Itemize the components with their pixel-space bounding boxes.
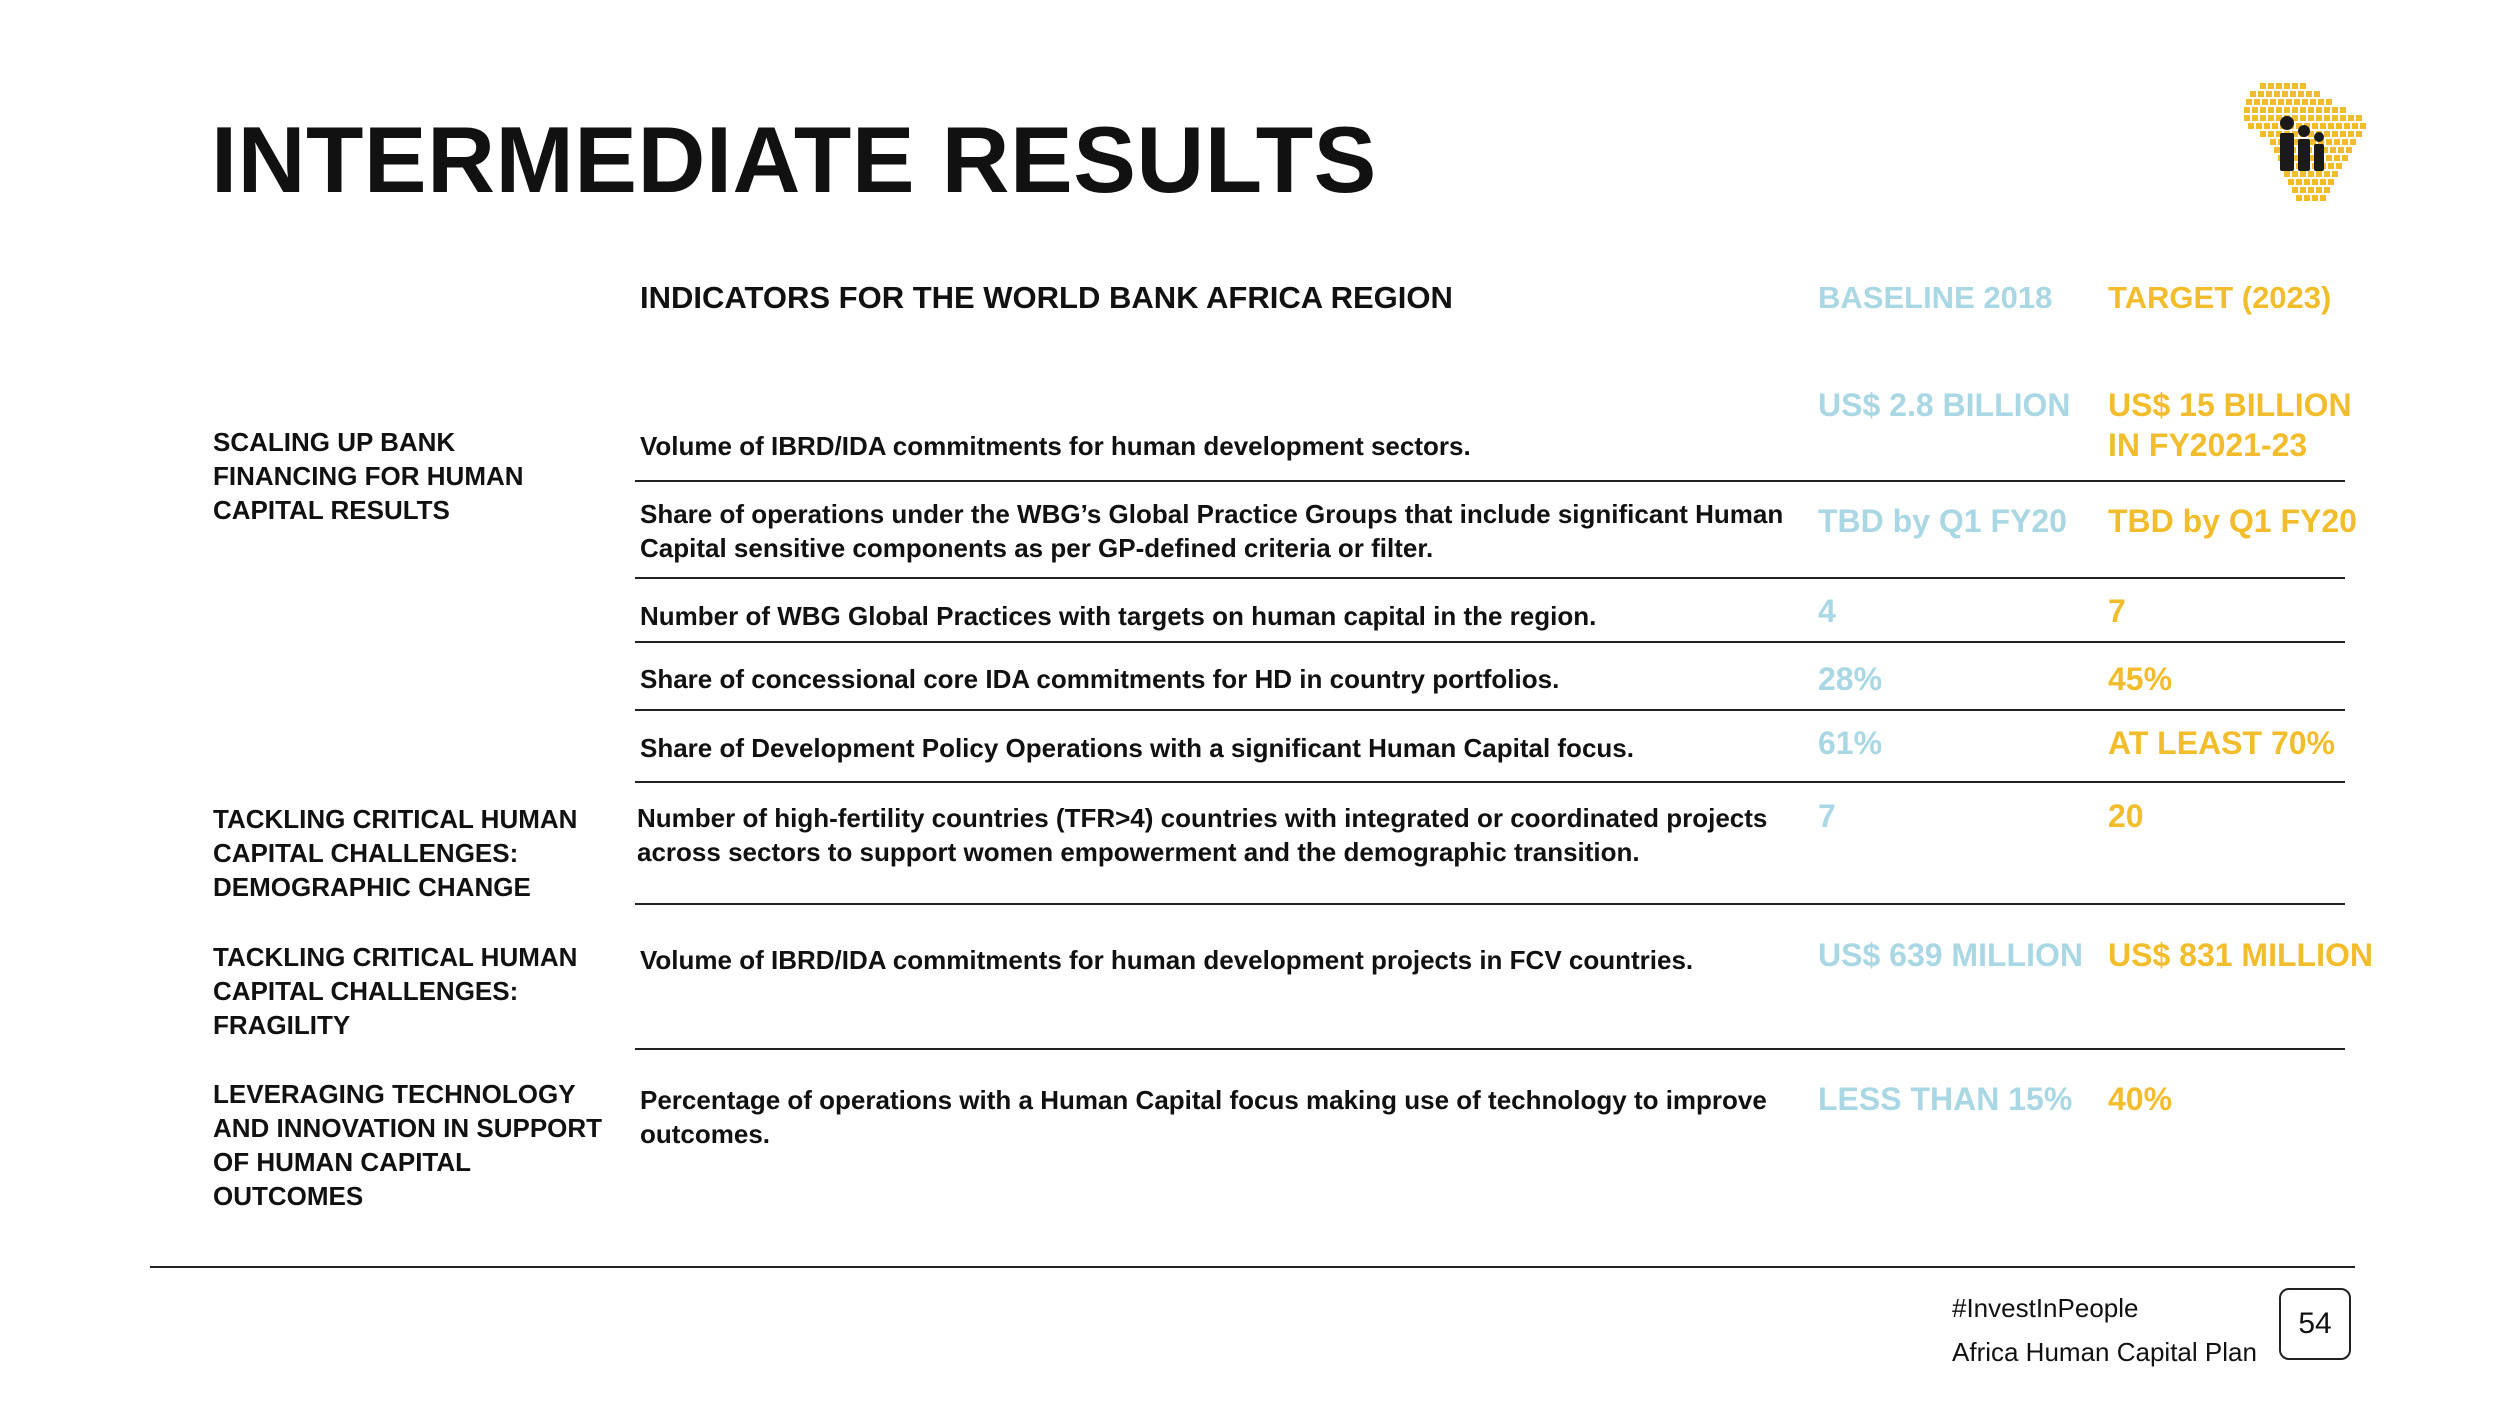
logo-dot	[2336, 123, 2342, 129]
logo-dot	[2282, 91, 2288, 97]
indicators-header: INDICATORS FOR THE WORLD BANK AFRICA REGION	[640, 280, 1453, 315]
logo-dot	[2260, 107, 2266, 113]
logo-dot	[2320, 179, 2326, 185]
logo-dot	[2352, 123, 2358, 129]
logo-dot	[2252, 115, 2258, 121]
logo-dot	[2284, 107, 2290, 113]
logo-dot	[2326, 139, 2332, 145]
target-value: 45%	[2108, 661, 2173, 697]
logo-dot	[2258, 91, 2264, 97]
logo-dot	[2332, 131, 2338, 137]
target-value: 20	[2108, 798, 2144, 834]
logo-dot	[2292, 83, 2298, 89]
logo-dot	[2292, 187, 2298, 193]
logo-dot	[2294, 99, 2300, 105]
logo-dot	[2346, 147, 2352, 153]
logo-dot	[2246, 99, 2252, 105]
logo-dot	[2256, 123, 2262, 129]
baseline-value: TBD by Q1 FY20	[1818, 503, 2067, 539]
logo-dot	[2312, 179, 2318, 185]
logo-dot	[2342, 155, 2348, 161]
logo-dot	[2324, 171, 2330, 177]
logo-dot	[2244, 115, 2250, 121]
indicator-text: Share of operations under the WBG’s Global Practice Groups that include significant Human Capital sensitive components as per GP-defined criteria or filter.	[640, 499, 1784, 563]
target-value: TBD by Q1 FY20	[2108, 503, 2357, 539]
logo-dot	[2300, 115, 2306, 121]
indicator-text: Number of high-fertility countries (TFR>4) countries with integrated or coordinated projects across sectors to support women empowerment and the demographic transition.	[637, 803, 1768, 867]
logo-dot	[2326, 99, 2332, 105]
logo-dot	[2268, 107, 2274, 113]
logo-dot	[2332, 115, 2338, 121]
row-divider	[635, 903, 2345, 905]
logo-dot	[2334, 155, 2340, 161]
indicator-text: Volume of IBRD/IDA commitments for human development projects in FCV countries.	[640, 945, 1694, 975]
logo-dot	[2300, 107, 2306, 113]
logo-dot	[2356, 131, 2362, 137]
footer-plan-name: Africa Human Capital Plan	[1952, 1337, 2257, 1367]
logo-dot	[2288, 179, 2294, 185]
logo-dot	[2356, 115, 2362, 121]
target-value: US$ 831 MILLION	[2108, 937, 2373, 973]
logo-dot	[2316, 107, 2322, 113]
logo-dot	[2304, 179, 2310, 185]
logo-dot	[2302, 99, 2308, 105]
logo-dot	[2306, 91, 2312, 97]
logo-dot	[2344, 123, 2350, 129]
baseline-value: US$ 639 MILLION	[1818, 937, 2083, 973]
baseline-value: 61%	[1818, 725, 1883, 761]
baseline-value: 28%	[1818, 661, 1883, 697]
category-demographic-change: TACKLING CRITICAL HUMAN CAPITAL CHALLENGES: DEMOGRAPHIC CHANGE	[213, 804, 578, 902]
logo-dot	[2328, 179, 2334, 185]
row-divider	[635, 709, 2345, 711]
logo-dot	[2264, 123, 2270, 129]
logo-dot	[2350, 139, 2356, 145]
logo-dot	[2268, 131, 2274, 137]
logo-dot	[2272, 123, 2278, 129]
logo-dot	[2324, 107, 2330, 113]
logo-dot	[2316, 171, 2322, 177]
logo-dot	[2326, 155, 2332, 161]
logo-dot	[2284, 171, 2290, 177]
logo-dot	[2316, 115, 2322, 121]
logo-dot	[2330, 147, 2336, 153]
row-divider	[635, 480, 2345, 482]
logo-dot	[2338, 147, 2344, 153]
logo-dot	[2320, 123, 2326, 129]
logo-dot	[2340, 107, 2346, 113]
logo-dot	[2268, 115, 2274, 121]
logo-dot	[2260, 115, 2266, 121]
baseline-value: 7	[1818, 798, 1836, 834]
indicator-text: Share of Development Policy Operations with a significant Human Capital focus.	[640, 733, 1634, 763]
logo-dot	[2318, 99, 2324, 105]
footer-hashtag: #InvestInPeople	[1952, 1293, 2139, 1323]
target-header: TARGET (2023)	[2108, 280, 2332, 315]
logo-dot	[2332, 171, 2338, 177]
logo-dot	[2334, 139, 2340, 145]
logo-dot	[2304, 195, 2310, 201]
logo-dot	[2290, 91, 2296, 97]
indicator-text: Volume of IBRD/IDA commitments for human development sectors.	[640, 431, 1471, 461]
africa-human-capital-logo-icon	[2240, 75, 2370, 205]
logo-dot	[2296, 195, 2302, 201]
logo-dot	[2244, 107, 2250, 113]
logo-dot	[2324, 131, 2330, 137]
page-title: INTERMEDIATE RESULTS	[211, 107, 1377, 212]
logo-dot	[2342, 139, 2348, 145]
logo-dot	[2286, 99, 2292, 105]
logo-dot	[2308, 107, 2314, 113]
logo-dot	[2348, 131, 2354, 137]
logo-dot	[2328, 123, 2334, 129]
row-divider	[635, 1048, 2345, 1050]
logo-dot	[2278, 99, 2284, 105]
logo-dot	[2300, 171, 2306, 177]
logo-dot	[2300, 83, 2306, 89]
logo-dot	[2252, 107, 2258, 113]
logo-dot	[2250, 91, 2256, 97]
baseline-value: 4	[1818, 593, 1836, 629]
target-value: 40%	[2108, 1081, 2173, 1117]
logo-dot	[2274, 147, 2280, 153]
logo-dot	[2300, 187, 2306, 193]
logo-dot	[2260, 131, 2266, 137]
row-divider	[635, 781, 2345, 783]
logo-dot	[2336, 163, 2342, 169]
logo-dot	[2308, 187, 2314, 193]
logo-dot	[2320, 195, 2326, 201]
logo-dot	[2260, 83, 2266, 89]
category-fragility: TACKLING CRITICAL HUMAN CAPITAL CHALLENGES: FRAGILITY	[213, 942, 578, 1040]
logo-dot	[2314, 91, 2320, 97]
indicator-text: Percentage of operations with a Human Capital focus making use of technology to improve outcomes.	[640, 1085, 1767, 1149]
logo-dot	[2248, 123, 2254, 129]
row-divider	[635, 641, 2345, 643]
baseline-value: US$ 2.8 BILLION	[1818, 387, 2071, 423]
row-divider	[635, 577, 2345, 579]
footer-divider	[150, 1266, 2355, 1268]
logo-dot	[2340, 115, 2346, 121]
logo-dot	[2276, 83, 2282, 89]
logo-dot	[2308, 171, 2314, 177]
logo-dot	[2292, 171, 2298, 177]
target-value-detail: IN FY2021-23	[2108, 427, 2308, 463]
indicator-text: Number of WBG Global Practices with targets on human capital in the region.	[640, 601, 1597, 631]
logo-dot	[2310, 99, 2316, 105]
indicator-text: Share of concessional core IDA commitments for HD in country portfolios.	[640, 664, 1560, 694]
logo-dot	[2328, 163, 2334, 169]
logo-dot	[2360, 123, 2366, 129]
category-technology-innovation: LEVERAGING TECHNOLOGY AND INNOVATION IN SUPPORT OF HUMAN CAPITAL OUTCOMES	[213, 1079, 603, 1211]
page-number: 54	[2279, 1288, 2351, 1360]
target-value: AT LEAST 70%	[2108, 725, 2335, 761]
logo-dot	[2270, 139, 2276, 145]
target-value: US$ 15 BILLION	[2108, 387, 2352, 423]
category-scaling-up-financing: SCALING UP BANK FINANCING FOR HUMAN CAPITAL RESULTS	[213, 427, 524, 525]
target-value: 7	[2108, 593, 2126, 629]
logo-dot	[2324, 187, 2330, 193]
logo-dot	[2254, 99, 2260, 105]
logo-dot	[2316, 187, 2322, 193]
logo-dot	[2332, 107, 2338, 113]
logo-dot	[2296, 179, 2302, 185]
logo-dot	[2312, 123, 2318, 129]
logo-dot	[2340, 131, 2346, 137]
logo-dot	[2276, 107, 2282, 113]
logo-dot	[2274, 91, 2280, 97]
logo-dot	[2292, 107, 2298, 113]
logo-dot	[2324, 115, 2330, 121]
logo-dot	[2262, 99, 2268, 105]
logo-dot	[2348, 115, 2354, 121]
logo-dot	[2266, 91, 2272, 97]
logo-dot	[2308, 115, 2314, 121]
baseline-header: BASELINE 2018	[1818, 280, 2053, 315]
logo-dot	[2268, 83, 2274, 89]
baseline-value: LESS THAN 15%	[1818, 1081, 2073, 1117]
logo-dot	[2298, 91, 2304, 97]
logo-dot	[2284, 83, 2290, 89]
logo-dot	[2270, 99, 2276, 105]
logo-dot	[2312, 195, 2318, 201]
